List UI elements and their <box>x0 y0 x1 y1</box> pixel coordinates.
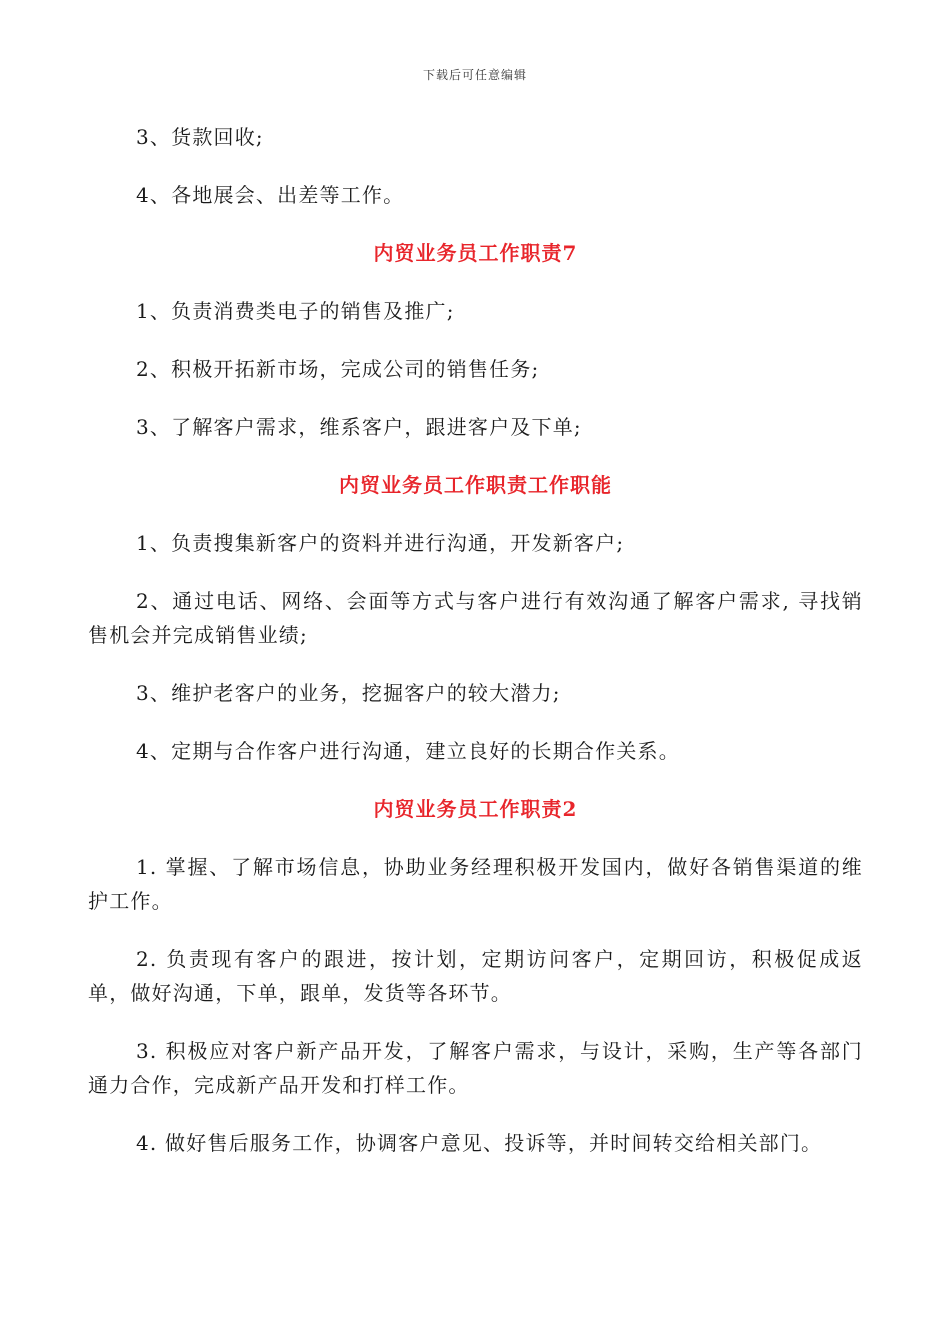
paragraph: 3、维护老客户的业务，挖掘客户的较大潜力; <box>136 681 561 705</box>
section-heading: 内贸业务员工作职责2 <box>373 797 578 821</box>
paragraph: 1、负责消费类电子的销售及推广; <box>136 299 455 323</box>
paragraph: 2、通过电话、网络、会面等方式与客户进行有效沟通了解客户需求, 寻找销售机会并完成销售业绩; <box>88 589 863 647</box>
paragraph: 3、了解客户需求，维系客户，跟进客户及下单; <box>136 415 582 439</box>
paragraph: 3. 积极应对客户新产品开发，了解客户需求，与设计，采购，生产等各部门通力合作，完成新产品开发和打样工作。 <box>88 1039 863 1097</box>
paragraph: 4、定期与合作客户进行沟通，建立良好的长期合作关系。 <box>136 739 680 763</box>
page-header: 下载后可任意编辑 <box>422 68 527 82</box>
paragraph: 2. 负责现有客户的跟进，按计划，定期访问客户，定期回访，积极促成返单，做好沟通，下单，跟单，发货等各环节。 <box>88 947 863 1005</box>
paragraph: 3、货款回收; <box>136 125 264 149</box>
paragraph: 4. 做好售后服务工作，协调客户意见、投诉等，并时间转交给相关部门。 <box>136 1131 823 1155</box>
paragraph: 1、负责搜集新客户的资料并进行沟通，开发新客户; <box>136 531 625 555</box>
document-body <box>88 120 863 1184</box>
paragraph: 4、各地展会、出差等工作。 <box>136 183 405 207</box>
paragraph: 2、积极开拓新市场，完成公司的销售任务; <box>136 357 540 381</box>
paragraph: 1. 掌握、了解市场信息，协助业务经理积极开发国内，做好各销售渠道的维护工作。 <box>88 855 863 913</box>
section-heading: 内贸业务员工作职责7 <box>373 241 578 265</box>
section-heading: 内贸业务员工作职责工作职能 <box>339 473 612 497</box>
